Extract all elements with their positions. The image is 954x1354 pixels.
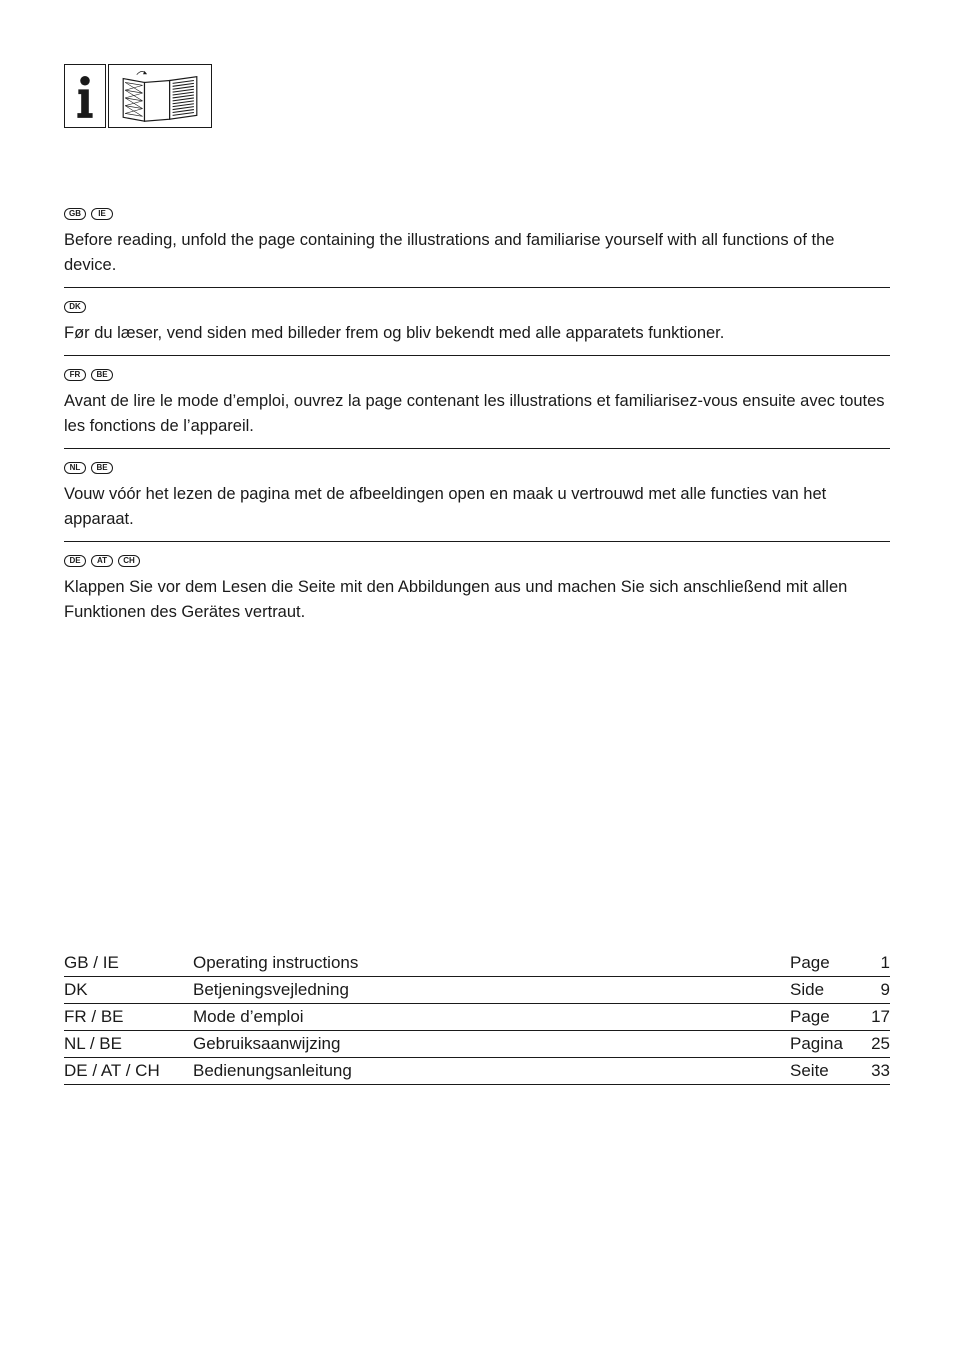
toc-row [64,950,890,977]
unfold-pages-icon [109,65,211,127]
language-section [64,204,890,288]
toc-page-label: Seite [790,1058,850,1085]
language-section [64,458,890,542]
language-section [64,297,890,356]
country-badge: CH [118,555,140,567]
country-badge: BE [91,462,113,474]
country-badge: IE [91,208,113,220]
toc-page-label: Page [790,1004,850,1031]
country-badge: BE [91,369,113,381]
section-text: Avant de lire le mode d’emploi, ouvrez la page contenant les illustrations et familiarisez-vous ensuite avec toutes les fonctions de l’appareil. [64,392,885,435]
country-badges [64,367,890,383]
toc-page-label: Page [790,950,850,977]
language-section [64,365,890,449]
toc-page-number: 1 [850,950,890,977]
language-sections [64,204,890,643]
country-badge: AT [91,555,113,567]
country-badge: FR [64,369,86,381]
language-section [64,551,890,634]
country-badge: DK [64,301,86,313]
toc-row [64,1058,890,1085]
toc-title: Mode d’emploi [193,1004,790,1031]
section-text: Klappen Sie vor dem Lesen die Seite mit den Abbildungen aus und machen Sie sich anschließend mit allen Funktionen des Gerätes vertraut. [64,578,848,621]
section-text: Before reading, unfold the page containing the illustrations and familiarise yourself with all functions of the device. [64,231,835,274]
toc-title: Betjeningsvejledning [193,977,790,1004]
toc-row [64,1031,890,1058]
toc-row [64,977,890,1004]
toc-country-code: DK [64,977,193,1004]
toc-title: Operating instructions [193,950,790,977]
toc-country-code: DE / AT / CH [64,1058,193,1085]
section-text: Før du læser, vend siden med billeder frem og bliv bekendt med alle apparatets funktioner. [64,324,725,342]
country-badges [64,460,890,476]
country-badges [64,553,890,569]
toc-page-label: Side [790,977,850,1004]
toc-country-code: FR / BE [64,1004,193,1031]
country-badge: NL [64,462,86,474]
unfold-icon-box [108,64,212,128]
info-icon [65,65,105,127]
toc-country-code: GB / IE [64,950,193,977]
toc-page-number: 9 [850,977,890,1004]
country-badge: DE [64,555,86,567]
section-text: Vouw vóór het lezen de pagina met de afbeeldingen open en maak u vertrouwd met alle functies van het apparaat. [64,485,827,528]
toc-row [64,1004,890,1031]
toc-title: Bedienungsanleitung [193,1058,790,1085]
country-badge: GB [64,208,86,220]
table-of-contents [64,950,890,1085]
country-badges [64,206,890,222]
toc-country-code: NL / BE [64,1031,193,1058]
toc-page-label: Pagina [790,1031,850,1058]
toc-page-number: 33 [850,1058,890,1085]
toc-page-number: 17 [850,1004,890,1031]
info-icon-box [64,64,106,128]
toc-page-number: 25 [850,1031,890,1058]
country-badges [64,299,890,315]
toc-title: Gebruiksaanwijzing [193,1031,790,1058]
